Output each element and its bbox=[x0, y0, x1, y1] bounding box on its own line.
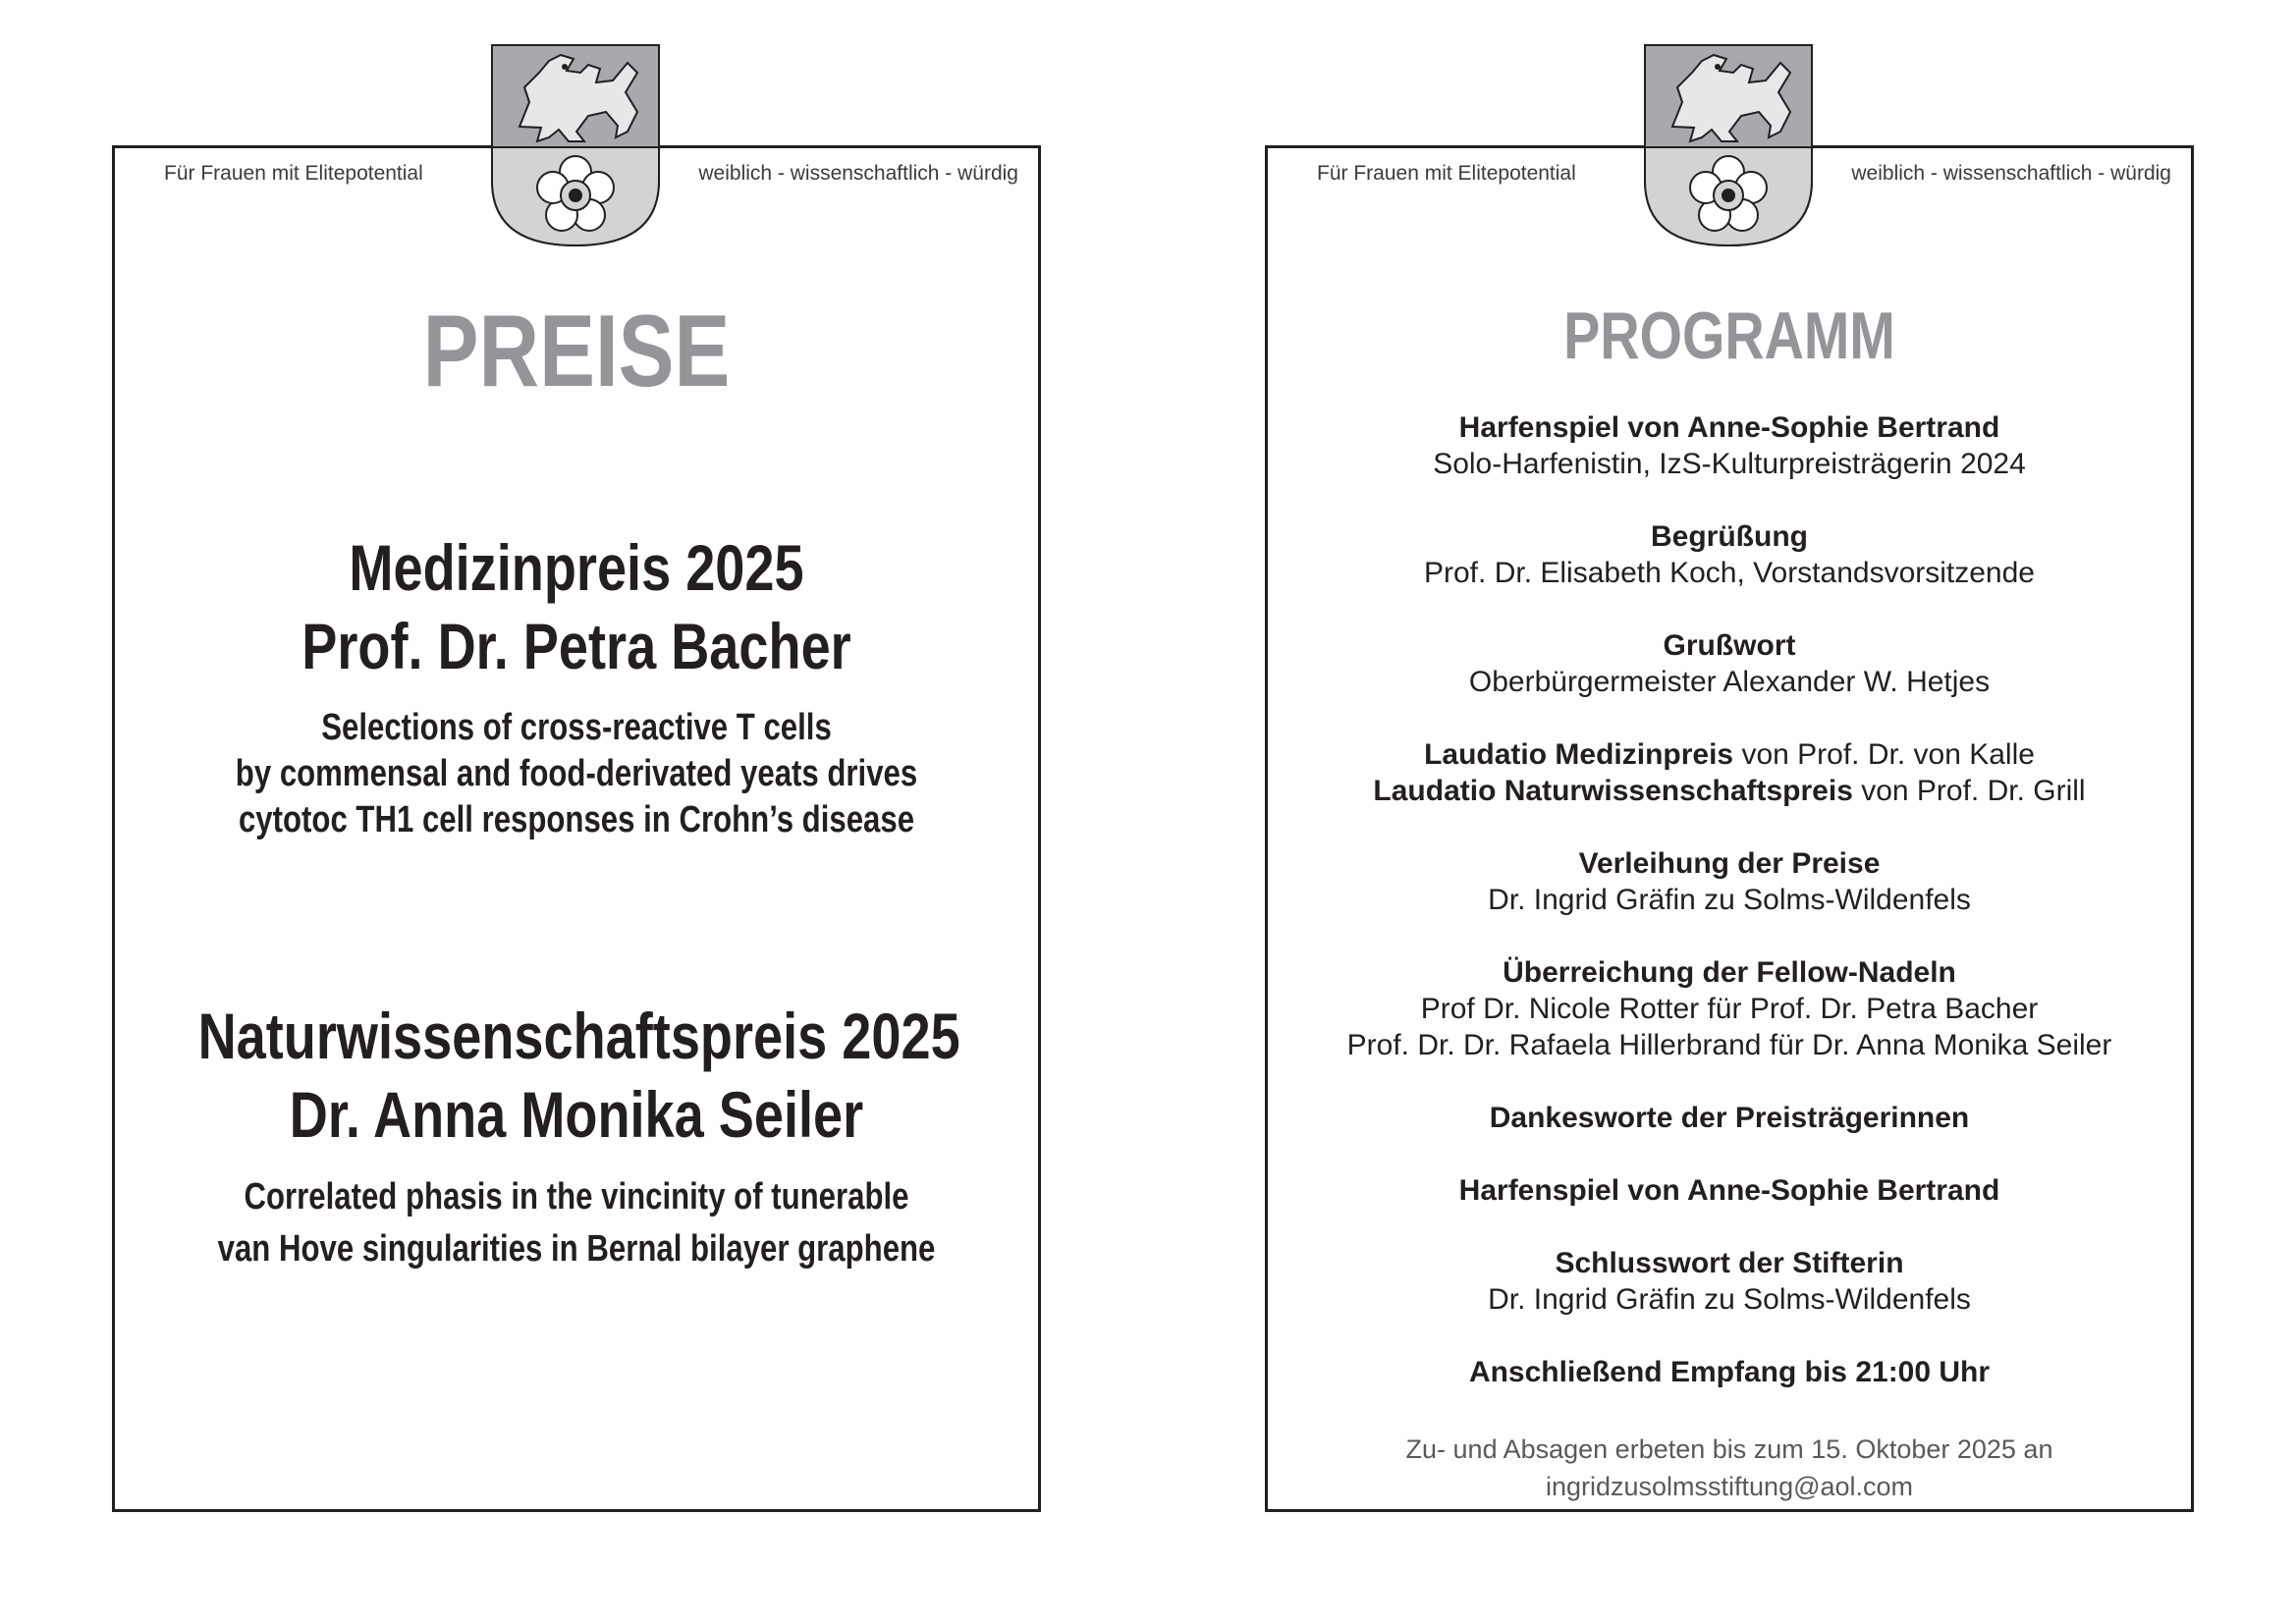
prize-medicine bbox=[115, 528, 1038, 843]
program-item bbox=[1268, 1354, 2191, 1390]
program-item-subtitle: Prof. Dr. Dr. Rafaela Hillerbrand für Dr. Anna Monika Seiler bbox=[1346, 1029, 2112, 1061]
topic-line: Correlated phasis in the vincinity of tunerable bbox=[244, 1176, 909, 1217]
rsvp-line: Zu- und Absagen erbeten bis zum 15. Oktober 2025 an bbox=[1405, 1434, 2053, 1464]
tagline-right: weiblich - wissenschaftlich - würdig bbox=[1847, 162, 2175, 186]
program-list bbox=[1268, 409, 2191, 1427]
prize-topic bbox=[115, 1171, 1038, 1275]
tagline-left: Für Frauen mit Elitepotential bbox=[1313, 162, 1580, 186]
rsvp-email: ingridzusolmsstiftung@aol.com bbox=[1545, 1472, 1914, 1501]
program-item-subtitle: Oberbürgermeister Alexander W. Hetjes bbox=[1468, 666, 1991, 698]
prize-title: Naturwissenschaftspreis 2025 bbox=[197, 1000, 960, 1072]
program-item bbox=[1268, 845, 2191, 918]
program-item bbox=[1268, 954, 2191, 1063]
program-title: PROGRAMM bbox=[1563, 298, 1895, 373]
program-item bbox=[1268, 518, 2191, 591]
laudatio-speaker: von Prof. Dr. von Kalle bbox=[1733, 738, 2035, 771]
program-item-subtitle: Prof. Dr. Elisabeth Koch, Vorstandsvorsitzende bbox=[1424, 557, 2035, 589]
prizes-card bbox=[112, 145, 1041, 1512]
program-item-subtitle: Dr. Ingrid Gräfin zu Solms-Wildenfels bbox=[1488, 884, 1971, 916]
topic-line: van Hove singularities in Bernal bilayer graphene bbox=[217, 1228, 936, 1270]
topic-line: Selections of cross-reactive T cells bbox=[321, 707, 832, 748]
program-item-subtitle: Prof Dr. Nicole Rotter für Prof. Dr. Petra Bacher bbox=[1420, 993, 2039, 1025]
coat-of-arms-right bbox=[1643, 43, 1814, 247]
program-item bbox=[1268, 1245, 2191, 1318]
laudatio-title: Laudatio Naturwissenschaftspreis bbox=[1373, 775, 1853, 807]
program-item bbox=[1268, 409, 2191, 482]
program-item-subtitle: Solo-Harfenistin, IzS-Kulturpreisträgerin 2024 bbox=[1433, 448, 2026, 480]
prize-winner: Prof. Dr. Petra Bacher bbox=[301, 610, 851, 682]
program-item bbox=[1268, 1172, 2191, 1209]
tagline-left: Für Frauen mit Elitepotential bbox=[160, 162, 427, 186]
program-item-title: Grußwort bbox=[1663, 629, 1796, 662]
program-item-title: Dankesworte der Preisträgerinnen bbox=[1489, 1102, 1970, 1134]
program-item-subtitle: Dr. Ingrid Gräfin zu Solms-Wildenfels bbox=[1488, 1283, 1971, 1316]
prize-title: Medizinpreis 2025 bbox=[349, 531, 804, 604]
program-item-title: Anschließend Empfang bis 21:00 Uhr bbox=[1468, 1356, 1991, 1388]
program-item-title: Begrüßung bbox=[1651, 520, 1808, 553]
coat-of-arms-icon bbox=[1643, 43, 1814, 247]
program-item bbox=[1268, 627, 2191, 700]
program-item-title: Schlusswort der Stifterin bbox=[1555, 1247, 1904, 1279]
program-item-title: Verleihung der Preise bbox=[1578, 847, 1881, 880]
prize-natural-science bbox=[115, 997, 1038, 1275]
rsvp-note bbox=[1268, 1431, 2191, 1505]
topic-line: cytotoc TH1 cell responses in Crohn’s disease bbox=[238, 799, 915, 840]
laudatio-title: Laudatio Medizinpreis bbox=[1424, 738, 1734, 771]
prize-winner: Dr. Anna Monika Seiler bbox=[289, 1078, 864, 1151]
tagline-right: weiblich - wissenschaftlich - würdig bbox=[694, 162, 1022, 186]
topic-line: by commensal and food-derivated yeats drives bbox=[235, 753, 918, 794]
page-title: PREISE bbox=[422, 295, 731, 408]
program-card bbox=[1265, 145, 2194, 1512]
program-item-laudatio bbox=[1268, 736, 2191, 809]
program-item-title: Harfenspiel von Anne-Sophie Bertrand bbox=[1458, 411, 2000, 444]
coat-of-arms-icon bbox=[490, 43, 661, 247]
program-item bbox=[1268, 1100, 2191, 1136]
laudatio-speaker: von Prof. Dr. Grill bbox=[1852, 775, 2086, 807]
program-item-title: Harfenspiel von Anne-Sophie Bertrand bbox=[1458, 1174, 2000, 1207]
prize-topic bbox=[115, 705, 1038, 843]
coat-of-arms-left bbox=[490, 43, 661, 247]
program-item-title: Überreichung der Fellow-Nadeln bbox=[1503, 956, 1956, 989]
